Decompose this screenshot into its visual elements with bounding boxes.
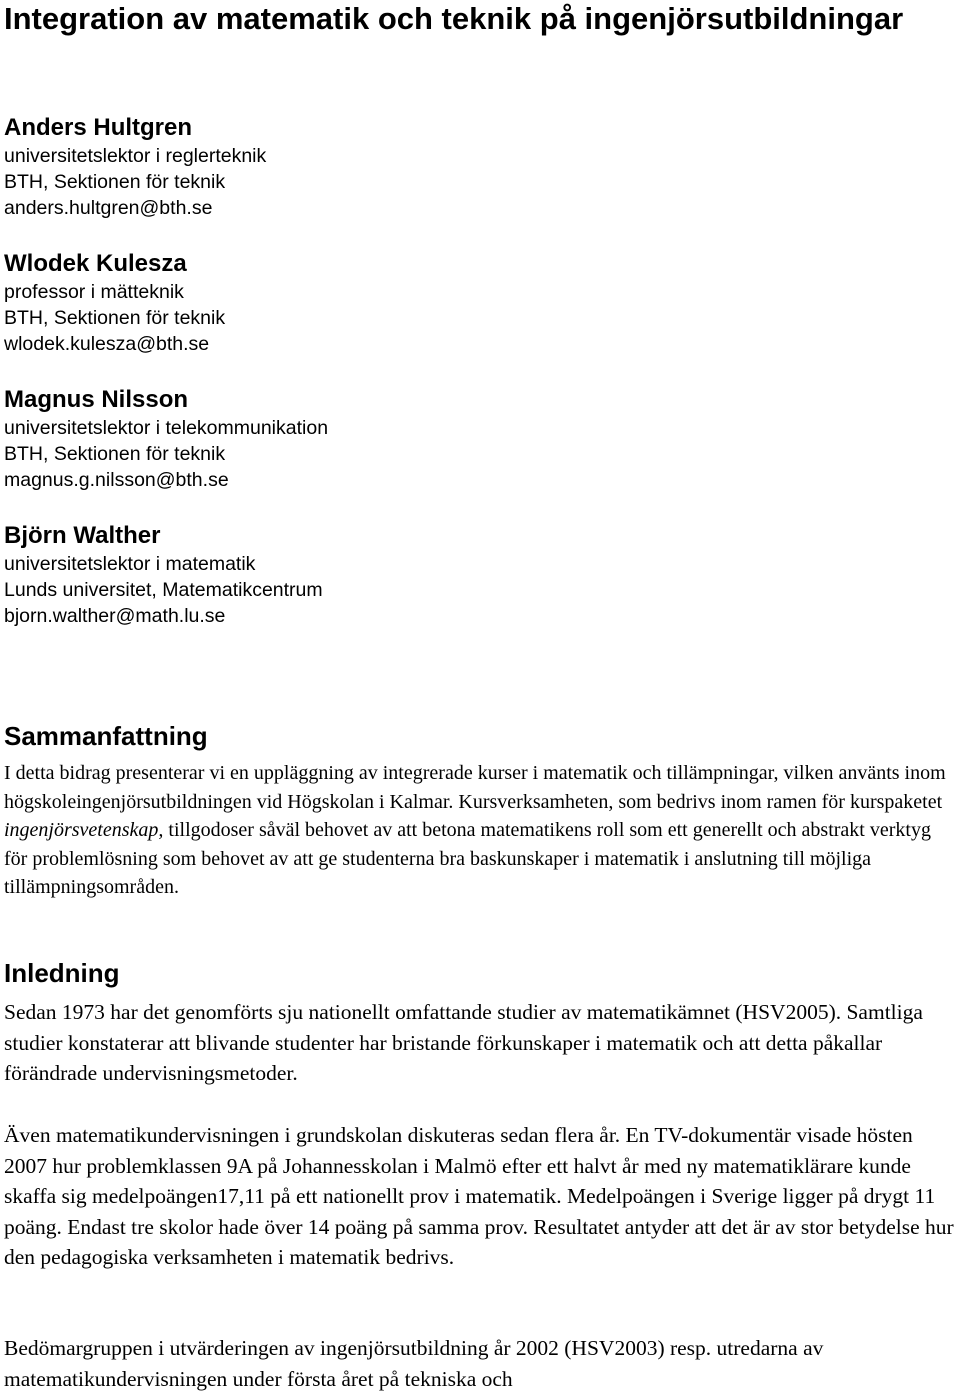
author-email: wlodek.kulesza@bth.se <box>4 333 210 355</box>
author-list <box>4 113 956 657</box>
author-block <box>4 249 956 357</box>
summary-heading: Sammanfattning <box>4 721 208 751</box>
author-name: Anders Hultgren <box>4 114 193 141</box>
intro-heading: Inledning <box>4 958 120 988</box>
author-email: bjorn.walther@math.lu.se <box>4 605 226 627</box>
author-affiliation: BTH, Sektionen för teknik <box>4 307 226 329</box>
summary-text-part: I detta bidrag presenterar vi en uppläggning av integrerade kurser i matematik och tillämpningar, vilken använts inom högskoleingenjörsutbildningen vid Högskolan i Kalmar. Kursverksamheten, som bedrivs inom ramen för kurspaketet <box>4 762 946 813</box>
author-name: Björn Walther <box>4 522 161 549</box>
summary-text-part: tillgodoser såväl behovet av att betona matematikens roll som ett generellt och abstrakt verktyg för problemlösning som behovet av att ge studenterna bra baskunskaper i matematik i anslutning till möjliga tillämpningsområden. <box>4 819 931 898</box>
intro-paragraph: Sedan 1973 har det genomförts sju nationellt omfattande studier av matematikämnet (HSV2005). Samtliga studier konstaterar att blivande studenter har bristande förkunskaper i matematik och att detta påkallar förändrade undervisningsmetoder. <box>4 1000 923 1085</box>
author-affiliation: Lunds universitet, Matematikcentrum <box>4 579 323 601</box>
author-role: universitetslektor i reglerteknik <box>4 145 267 167</box>
paper-title: Integration av matematik och teknik på ingenjörsutbildningar <box>4 1 904 36</box>
author-email: magnus.g.nilsson@bth.se <box>4 469 229 491</box>
intro-paragraph: Även matematikundervisningen i grundskolan diskuteras sedan flera år. En TV-dokumentär visade hösten 2007 hur problemklassen 9A på Johannesskolan i Malmö efter ett halvt år med ny matematiklärare kunde skaffa sig medelpoängen17,11 på ett nationellt prov i matematik. Medelpoängen i Sverige ligger på drygt 11 poäng. Endast tre skolor hade över 14 poäng på samma prov. Resultatet antyder att det är av stor betydelse hur den pedagogiska verksamheten i matematik bedrivs. <box>4 1123 954 1269</box>
intro-paragraph: Bedömargruppen i utvärderingen av ingenjörsutbildning år 2002 (HSV2003) resp. utredarna av matematikundervisningen under första året på tekniska och <box>4 1336 824 1391</box>
summary-text <box>4 759 956 902</box>
author-block <box>4 385 956 493</box>
author-name: Magnus Nilsson <box>4 386 189 413</box>
author-block <box>4 113 956 221</box>
summary-text-italic: ingenjörsvetenskap, <box>4 819 164 841</box>
author-name: Wlodek Kulesza <box>4 250 187 277</box>
author-role: professor i mätteknik <box>4 281 184 303</box>
author-role: universitetslektor i matematik <box>4 553 256 575</box>
document-page <box>4 0 956 1391</box>
author-affiliation: BTH, Sektionen för teknik <box>4 443 226 465</box>
author-email: anders.hultgren@bth.se <box>4 197 213 219</box>
author-role: universitetslektor i telekommunikation <box>4 417 329 439</box>
author-affiliation: BTH, Sektionen för teknik <box>4 171 226 193</box>
author-block <box>4 521 956 629</box>
